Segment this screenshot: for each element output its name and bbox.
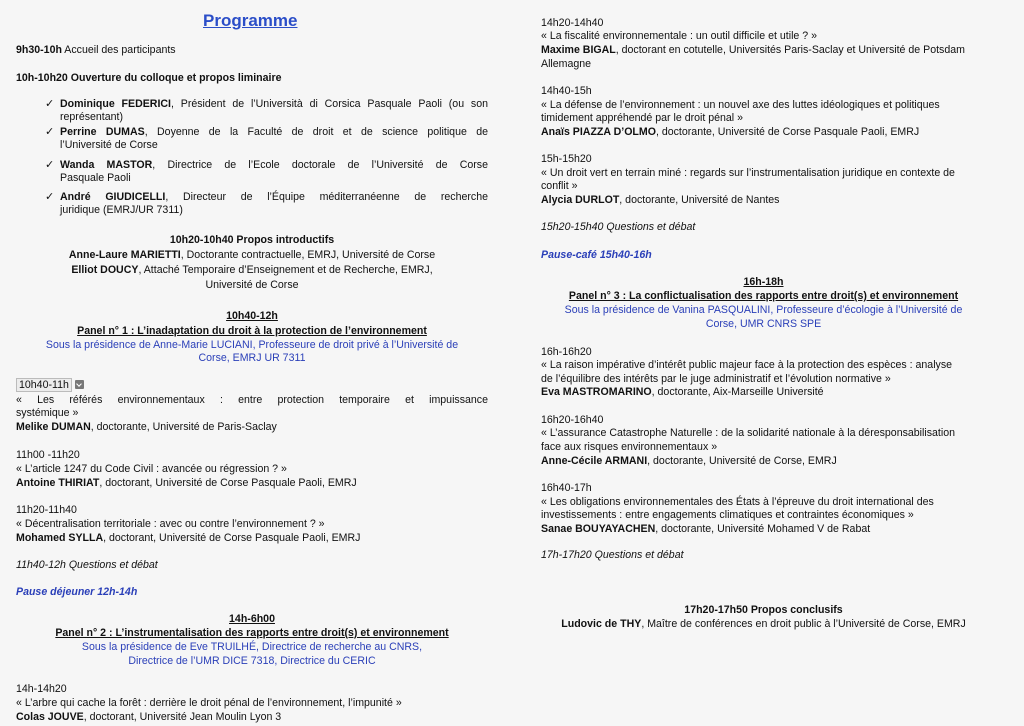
talk-speaker xyxy=(16,477,357,490)
panel1-title: Panel n° 1 : L’inadaptation du droit à la protection de l’environnement xyxy=(77,325,427,337)
speaker-name: Dominique FEDERICI xyxy=(60,98,171,110)
conclusion-heading: 17h20-17h50 Propos conclusifs xyxy=(684,604,843,616)
talk-speaker xyxy=(16,711,281,724)
talk-title: « Les référés environnementaux : entre protection temporaire et impuissance xyxy=(16,394,488,406)
intro-speaker-1 xyxy=(16,249,488,262)
opening-speaker-4 xyxy=(60,191,488,204)
conclusion-speaker xyxy=(521,618,1006,631)
speaker-name: Antoine THIRIAT xyxy=(16,477,100,489)
talk-title-cont: systémique » xyxy=(16,407,79,419)
speaker-name: Anaïs PIAZZA D’OLMO xyxy=(541,126,656,138)
panel3-chair-cont: Corse, UMR CNRS SPE xyxy=(705,318,822,330)
accueil-text: Accueil des participants xyxy=(61,44,176,56)
opening-speaker-2 xyxy=(60,126,488,139)
talk-title: « Décentralisation territoriale : avec ou contre l’environnement ? » xyxy=(16,518,325,530)
opening-speaker-4-cont: juridique (EMRJ/UR 7311) xyxy=(60,204,183,216)
check-icon: ✓ xyxy=(45,159,55,171)
panel3-title: Panel n° 3 : La conflictualisation des rapports entre droit(s) et environnement xyxy=(568,290,959,302)
dropdown-check-icon[interactable] xyxy=(75,380,84,389)
opening-speaker-1 xyxy=(60,98,488,111)
check-icon: ✓ xyxy=(45,191,55,203)
speaker-role: , Président de l’Università di Corsica Pasquale Paoli (ou son xyxy=(171,98,488,110)
speaker-name: Melike DUMAN xyxy=(16,421,91,433)
talk-title-cont: investissements : entre engagements climatiques et contraintes économiques » xyxy=(541,509,914,521)
talk-title: « L’arbre qui cache la forêt : derrière le droit pénal de l’environnement, l’impunité » xyxy=(16,697,402,709)
questions-debate: 15h20-15h40 Questions et débat xyxy=(541,221,696,233)
talk-time: 16h40-17h xyxy=(541,482,592,494)
talk-title: « La défense de l’environnement : un nouvel axe des luttes idéologiques et politiques xyxy=(541,99,940,111)
talk-time: 14h20-14h40 xyxy=(541,17,604,29)
talk-speaker xyxy=(541,126,919,139)
opening-speaker-2-cont: l’Université de Corse xyxy=(60,139,158,151)
speaker-name: Anne-Cécile ARMANI xyxy=(541,455,648,467)
speaker-name: Eva MASTROMARINO xyxy=(541,386,652,398)
speaker-name: Ludovic de THY xyxy=(561,618,642,630)
speaker-name: Maxime BIGAL xyxy=(541,44,616,56)
talk-speaker-cont: Allemagne xyxy=(541,58,592,70)
talk-time-label: 10h40-11h xyxy=(16,378,72,392)
panel2-chair-cont: Directrice de l’UMR DICE 7318, Directrice du CERIC xyxy=(128,655,376,667)
talk-speaker xyxy=(541,194,779,207)
talk-title: « Un droit vert en terrain miné : regards sur l’instrumentalisation juridique en contexte de xyxy=(541,167,955,179)
talk-time: 14h40-15h xyxy=(541,85,592,97)
pause-cafe: Pause-café 15h40-16h xyxy=(541,249,652,261)
talk-time: 11h20-11h40 xyxy=(16,504,77,516)
speaker-affiliation: , doctorante, Aix-Marseille Université xyxy=(651,386,824,398)
panel1-chair-cont: Corse, EMRJ UR 7311 xyxy=(198,352,306,364)
intro-speaker-2 xyxy=(16,264,488,277)
talk-speaker xyxy=(541,44,965,57)
speaker-affiliation: , doctorante, Université de Paris-Saclay xyxy=(90,421,277,433)
panel2-time: 14h-6h00 xyxy=(229,613,275,625)
opening-speaker-3 xyxy=(60,159,488,172)
speaker-affiliation: , doctorant en cotutelle, Universités Paris-Saclay et Université de Potsdam xyxy=(615,44,965,56)
speaker-affiliation: , doctorante, Université de Corse Pasquale Paoli, EMRJ xyxy=(655,126,920,138)
talk-title: « Les obligations environnementales des États à l’épreuve du droit international des xyxy=(541,496,934,508)
questions-debate: 11h40-12h Questions et débat xyxy=(16,559,158,571)
page-title: Programme xyxy=(203,11,298,30)
speaker-affiliation: , Maître de conférences en droit public à l’Université de Corse, EMRJ xyxy=(641,618,966,630)
speaker-name: André GIUDICELLI xyxy=(60,191,166,203)
questions-debate: 17h-17h20 Questions et débat xyxy=(541,549,684,561)
talk-speaker xyxy=(541,386,824,399)
speaker-role: , Directrice de l’Ecole doctorale de l’Université de Corse xyxy=(152,159,488,171)
talk-time: 16h-16h20 xyxy=(541,346,592,358)
speaker-role: , Doyenne de la Faculté de droit et de science politique de xyxy=(144,126,489,138)
panel3-time: 16h-18h xyxy=(743,276,784,288)
opening-speaker-1-cont: représentant) xyxy=(60,111,124,123)
speaker-name: Anne-Laure MARIETTI xyxy=(68,249,181,261)
ouverture-heading: 10h-10h20 Ouverture du colloque et propos liminaire xyxy=(16,72,282,84)
talk-title-cont: conflit » xyxy=(541,180,578,192)
intro-speaker-2-cont: Université de Corse xyxy=(205,279,299,291)
talk-time: 15h-15h20 xyxy=(541,153,592,165)
intro-heading: 10h20-10h40 Propos introductifs xyxy=(169,234,335,246)
talk-time xyxy=(16,379,84,392)
talk-speaker xyxy=(541,455,837,468)
speaker-affiliation: , doctorant, Université de Corse Pasquale Paoli, EMRJ xyxy=(99,477,357,489)
talk-title-cont: timidement appréhendé par le droit pénal » xyxy=(541,112,744,124)
opening-speaker-3-cont: Pasquale Paoli xyxy=(60,172,131,184)
talk-speaker xyxy=(16,532,360,545)
speaker-affiliation: , doctorant, Université Jean Moulin Lyon 3 xyxy=(83,711,282,723)
talk-time: 14h-14h20 xyxy=(16,683,67,695)
talk-title-cont: face aux risques environnementaux » xyxy=(541,441,718,453)
panel1-time: 10h40-12h xyxy=(226,310,278,322)
speaker-role: , Doctorante contractuelle, EMRJ, Université de Corse xyxy=(180,249,436,261)
speaker-name: Colas JOUVE xyxy=(16,711,84,723)
talk-time: 11h00 -11h20 xyxy=(16,449,80,461)
talk-title-cont: de l’équilibre des intérêts par le juge administratif et l’évolution normative » xyxy=(541,373,891,385)
talk-speaker xyxy=(541,523,870,536)
speaker-affiliation: , doctorant, Université de Corse Pasquale Paoli, EMRJ xyxy=(103,532,361,544)
panel2-title: Panel n° 2 : L’instrumentalisation des rapports entre droit(s) et environnement xyxy=(55,627,449,639)
accueil-line xyxy=(16,44,176,57)
speaker-name: Perrine DUMAS xyxy=(60,126,145,138)
talk-title: « L’article 1247 du Code Civil : avancée ou régression ? » xyxy=(16,463,287,475)
check-icon: ✓ xyxy=(45,126,55,138)
speaker-affiliation: , doctorante, Université de Nantes xyxy=(619,194,780,206)
panel1-chair: Sous la présidence de Anne-Marie LUCIANI, Professeure de droit privé à l’Université de xyxy=(45,339,459,351)
check-icon: ✓ xyxy=(45,98,55,110)
speaker-name: Sanae BOUYAYACHEN xyxy=(541,523,656,535)
speaker-name: Alycia DURLOT xyxy=(541,194,620,206)
speaker-name: Mohamed SYLLA xyxy=(16,532,104,544)
speaker-name: Elliot DOUCY xyxy=(71,264,139,276)
panel2-chair: Sous la présidence de Eve TRUILHÉ, Directrice de recherche au CNRS, xyxy=(81,641,423,653)
talk-title: « La fiscalité environnementale : un outil difficile et utile ? » xyxy=(541,30,817,42)
panel3-chair: Sous la présidence de Vanina PASQUALINI, Professeure d’écologie à l’Université de xyxy=(564,304,963,316)
talk-title: « La raison impérative d’intérêt public majeur face à la protection des espèces : analyse xyxy=(541,359,953,371)
accueil-time: 9h30-10h xyxy=(16,44,62,56)
speaker-role: , Directeur de l’Équipe méditerranéenne de recherche xyxy=(165,191,488,203)
speaker-name: Wanda MASTOR xyxy=(60,159,153,171)
speaker-role: , Attaché Temporaire d’Enseignement et de Recherche, EMRJ, xyxy=(138,264,433,276)
speaker-affiliation: , doctorante, Université de Corse, EMRJ xyxy=(647,455,837,467)
talk-title: « L’assurance Catastrophe Naturelle : de la solidarité nationale à la déresponsabilisation xyxy=(541,427,956,439)
talk-time: 16h20-16h40 xyxy=(541,414,604,426)
talk-speaker xyxy=(16,421,277,434)
speaker-affiliation: , doctorante, Université Mohamed V de Rabat xyxy=(655,523,871,535)
pause-dejeuner: Pause déjeuner 12h-14h xyxy=(16,586,138,598)
